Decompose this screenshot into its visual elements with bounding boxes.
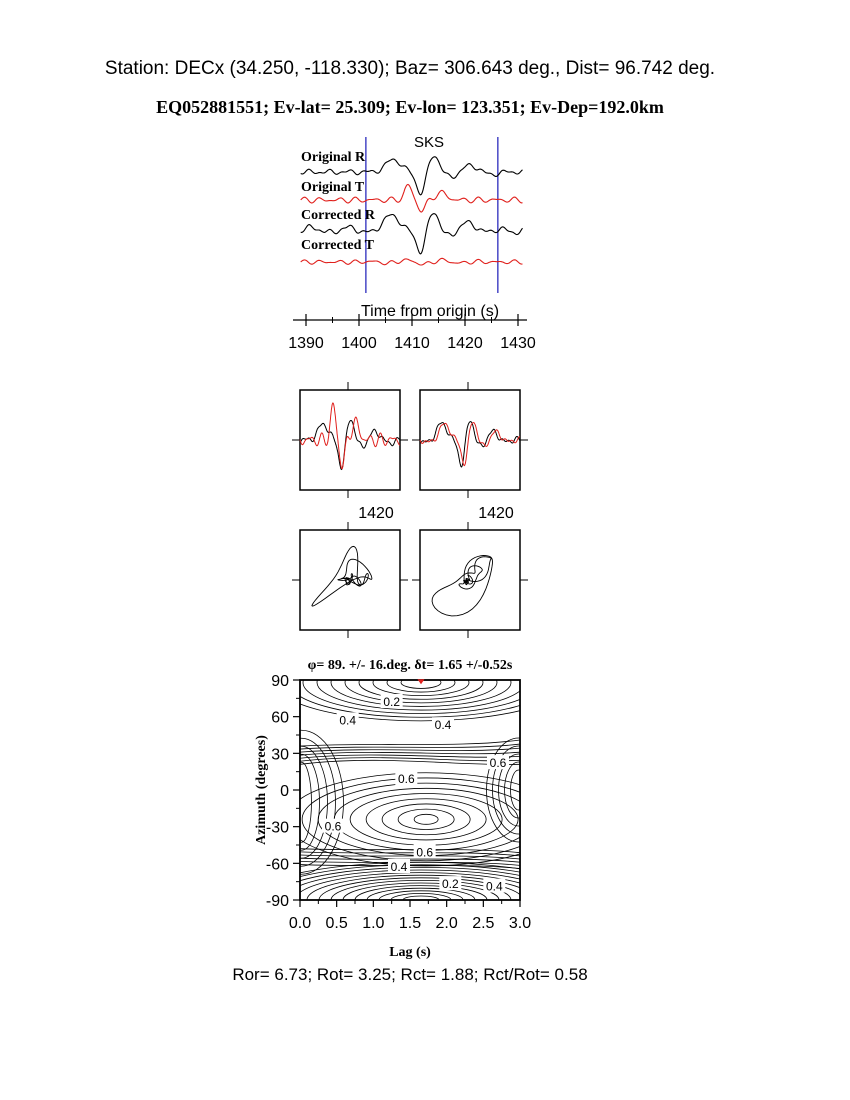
contour-title: φ= 89. +/- 16.deg. δt= 1.65 +/-0.52s xyxy=(307,658,513,673)
contour-label: 0.4 xyxy=(485,879,503,894)
corrected-slow-trace xyxy=(420,423,520,466)
energy-ratio-summary: Ror= 6.73; Rot= 3.25; Rct= 1.88; Rct/Rot= 0.58 xyxy=(232,965,588,984)
contour-label: 0.2 xyxy=(441,877,459,892)
time-tick-label: 1410 xyxy=(394,335,430,352)
contour-label: 0.4 xyxy=(390,860,408,874)
contour-label: 0.2 xyxy=(383,695,401,709)
corrected-particle-motion xyxy=(432,556,492,616)
trace-label-corrected-r: Corrected R xyxy=(301,208,375,223)
contour-label: 0.6 xyxy=(324,819,342,834)
contour-label: 0.6 xyxy=(397,772,415,786)
trace-label-original-t: Original T xyxy=(301,180,365,195)
station-info: Station: DECx (34.250, -118.330); Baz= 306.643 deg., Dist= 96.742 deg. xyxy=(104,58,716,79)
contour-line xyxy=(366,799,486,840)
contour-line xyxy=(382,804,470,835)
azimuth-tick-label: 90 xyxy=(271,673,289,690)
tick-label-1420-right: 1420 xyxy=(478,505,514,522)
lag-tick-label: 0.5 xyxy=(325,915,348,932)
event-info: EQ052881551; Ev-lat= 25.309; Ev-lon= 123.351; Ev-Dep=192.0km xyxy=(156,97,664,117)
time-tick-label: 1420 xyxy=(447,335,483,352)
lag-tick-label: 1.0 xyxy=(362,915,385,932)
contour-line xyxy=(291,762,311,842)
time-tick-label: 1400 xyxy=(341,335,377,352)
best-fit-marker xyxy=(418,679,425,684)
original-particle-motion-box xyxy=(300,530,400,630)
time-tick-label: 1430 xyxy=(500,335,536,352)
contour-line xyxy=(334,788,518,850)
trace-label-corrected-t: Corrected T xyxy=(301,238,374,253)
time-tick-label: 1390 xyxy=(288,335,324,352)
lag-tick-label: 2.0 xyxy=(435,915,458,932)
tick-label-1420-left: 1420 xyxy=(358,505,394,522)
contour-line xyxy=(414,814,438,824)
contour-label: 0.4 xyxy=(339,713,357,728)
time-axis-label: Time from origin (s) xyxy=(360,303,500,320)
corrected-t-trace xyxy=(301,258,523,265)
trace-label-original-r: Original R xyxy=(301,150,366,165)
contour-x-label: Lag (s) xyxy=(389,945,431,960)
contour-line xyxy=(300,740,520,746)
contour-line xyxy=(300,748,520,752)
azimuth-tick-label: -30 xyxy=(265,819,289,837)
original-particle-motion xyxy=(312,546,372,606)
lag-tick-label: 1.5 xyxy=(398,915,422,932)
contour-label: 0.4 xyxy=(434,718,452,733)
lag-tick-label: 3.0 xyxy=(508,915,532,932)
contour-label: 0.6 xyxy=(416,845,434,860)
azimuth-tick-label: -60 xyxy=(265,856,289,874)
corrected-window-box xyxy=(420,390,520,490)
contour-y-label: Azimuth (degrees) xyxy=(254,735,269,845)
particle-motion-panels xyxy=(292,522,528,638)
lag-tick-label: 2.5 xyxy=(472,915,495,932)
azimuth-tick-label: 0 xyxy=(280,783,289,800)
contour-label: 0.6 xyxy=(489,756,507,771)
azimuth-tick-label: -90 xyxy=(265,893,289,910)
phase-label: SKS xyxy=(414,134,445,151)
azimuth-tick-label: 60 xyxy=(271,709,289,727)
waveform-panel xyxy=(288,134,536,352)
contour-line xyxy=(350,794,502,846)
azimuth-tick-label: 30 xyxy=(271,746,289,764)
lag-tick-label: 0.0 xyxy=(288,915,312,932)
windowed-waveform-panels xyxy=(292,382,528,522)
energy-contour-panel xyxy=(247,644,595,960)
contour-line xyxy=(398,809,454,829)
